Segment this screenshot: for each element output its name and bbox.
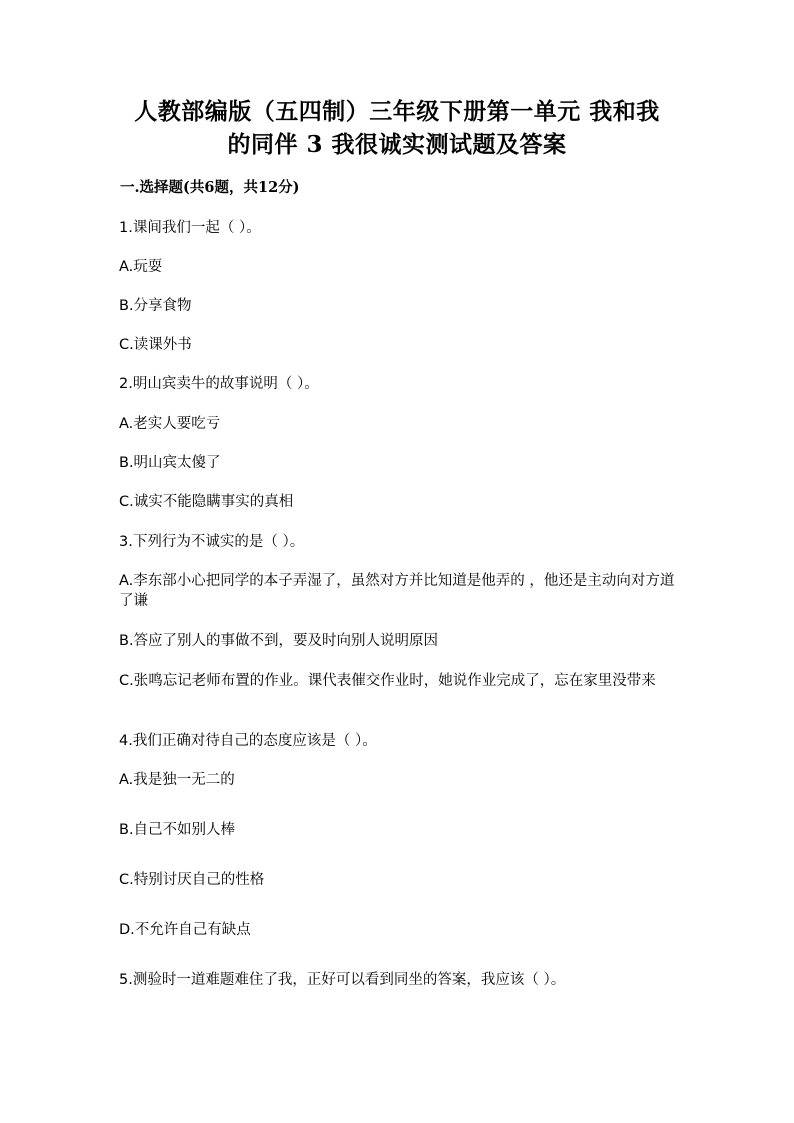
section-heading: 一.选择题(共6题，共12分) <box>120 179 300 196</box>
question-3-option-b: B.答应了别人的事做不到，要及时向别人说明原因 <box>119 633 439 649</box>
question-4-stem: 4.我们正确对待自己的态度应该是（ ）。 <box>119 733 377 749</box>
question-2-option-b: B.明山宾太傻了 <box>119 455 221 471</box>
question-4-option-c: C.特别讨厌自己的性格 <box>119 872 265 888</box>
question-2-option-c: C.诚实不能隐瞒事实的真相 <box>119 494 294 510</box>
question-1-stem: 1.课间我们一起（ ）。 <box>119 220 261 236</box>
question-3-option-c: C.张鸣忘记老师布置的作业。课代表催交作业时，她说作业完成了，忘在家里没带来 <box>119 673 656 689</box>
question-2-stem: 2.明山宾卖牛的故事说明（ ）。 <box>119 376 319 392</box>
document-title-line-2: 的同伴 3 我很诚实测试题及答案 <box>227 131 567 158</box>
question-3-stem: 3.下列行为不诚实的是（ ）。 <box>119 534 305 550</box>
document-title-line-1: 人教部编版（五四制）三年级下册第一单元 我和我 <box>134 98 660 125</box>
question-1-option-c: C.读课外书 <box>119 337 192 353</box>
question-5-stem: 5.测验时一道难题难住了我，正好可以看到同坐的答案，我应该（ ）。 <box>119 972 566 988</box>
question-4-option-d: D.不允许自己有缺点 <box>119 922 251 938</box>
question-2-option-a: A.老实人要吃亏 <box>119 416 221 432</box>
question-1-option-b: B.分享食物 <box>119 298 192 314</box>
question-4-option-b: B.自己不如别人棒 <box>119 822 236 838</box>
question-4-option-a: A.我是独一无二的 <box>119 772 235 788</box>
question-3-option-a: A.李东部小心把同学的本子弄湿了，虽然对方并比知道是他弄的 ，他还是主动向对方道了谦 <box>119 573 675 609</box>
question-1-option-a: A.玩耍 <box>119 259 163 275</box>
